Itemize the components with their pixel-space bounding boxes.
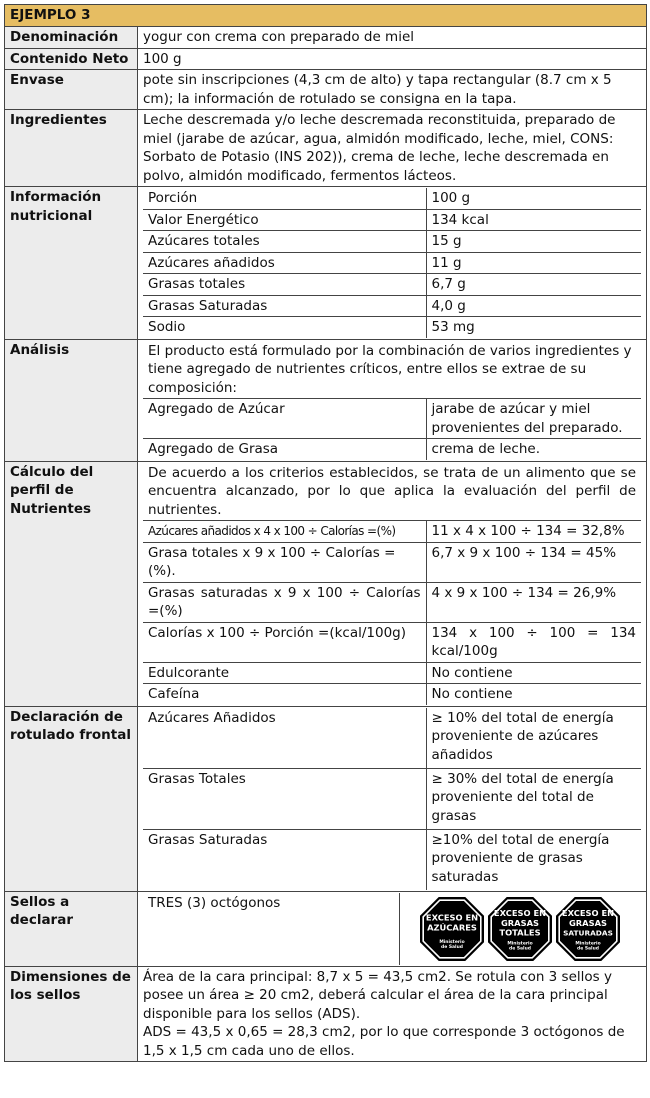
denominacion-value: yogur con crema con preparado de miel xyxy=(138,27,647,49)
dimensiones-p2: ADS = 43,5 x 0,65 = 28,3 cm2, por lo que corresponde 3 octógonos de 1,5 x 1,5 cm cada uno de ellos. xyxy=(143,1024,625,1059)
sello-line: SATURADAS xyxy=(563,927,614,937)
row-declaracion xyxy=(5,706,647,891)
sello-sub: Ministerio xyxy=(575,940,601,946)
envase-value: pote sin inscripciones (4,3 cm de alto) y tapa rectangular (8.7 cm x 5 cm); la información de rotulado se consigna en la tapa. xyxy=(138,70,647,110)
table-row xyxy=(143,188,641,209)
calculo-result: 6,7 x 9 x 100 ÷ 134 = 45% xyxy=(426,542,641,582)
calculo-result: 11 x 4 x 100 ÷ 134 = 32,8% xyxy=(426,521,641,543)
calculo-result: 134 x 100 ÷ 100 = 134 kcal/100g xyxy=(426,622,641,662)
analisis-intro: El producto está formulado por la combinación de varios ingredientes y tiene agregado de nutrientes críticos, entre ellos se extrae de su composición: xyxy=(143,341,641,399)
nutri-value: 134 kcal xyxy=(426,209,641,231)
declaracion-table xyxy=(143,708,641,890)
calculo-formula: Azúcares añadidos x 4 x 100 ÷ Calorías =(%) xyxy=(143,521,426,543)
table-row xyxy=(143,829,641,890)
row-envase xyxy=(5,70,647,110)
sello-line: EXCESO EN xyxy=(426,912,479,923)
nutri-key: Valor Energético xyxy=(143,209,426,231)
row-calculo xyxy=(5,461,647,706)
sello-sub: de Salud xyxy=(441,944,464,950)
sellos-value: TRES (3) octógonos xyxy=(143,893,399,965)
calculo-result: 4 x 9 x 100 ÷ 134 = 26,9% xyxy=(426,582,641,622)
table-row xyxy=(143,399,641,439)
sellos-group xyxy=(402,895,640,963)
declaracion-value: ≥ 30% del total de energía proveniente del total de grasas xyxy=(426,768,641,829)
calculo-table xyxy=(143,463,641,705)
declaracion-key: Azúcares Añadidos xyxy=(143,708,426,769)
calculo-formula: Grasas saturadas x 9 x 100 ÷ Calorías =(%) xyxy=(143,582,426,622)
calculo-formula: Grasa totales x 9 x 100 ÷ Calorías =(%). xyxy=(143,542,426,582)
table-row xyxy=(143,622,641,662)
table-row xyxy=(143,439,641,460)
row-analisis xyxy=(5,339,647,461)
contenido-value: 100 g xyxy=(138,48,647,70)
sello-exceso-grasas-totales-icon xyxy=(488,897,552,961)
sello-line: EXCESO EN xyxy=(562,907,615,918)
row-nutricional xyxy=(5,187,647,340)
nutri-key: Grasas Saturadas xyxy=(143,295,426,317)
table-row xyxy=(143,252,641,274)
envase-label: Envase xyxy=(5,70,138,110)
sello-sub: de Salud xyxy=(509,945,532,951)
table-row xyxy=(143,542,641,582)
contenido-label: Contenido Neto xyxy=(5,48,138,70)
row-contenido-neto xyxy=(5,48,647,70)
nutri-key: Azúcares añadidos xyxy=(143,252,426,274)
row-ingredientes xyxy=(5,110,647,187)
sello-line: AZÚCARES xyxy=(427,921,478,932)
sello-sub: Ministerio xyxy=(439,939,465,945)
nutri-value: 53 mg xyxy=(426,317,641,338)
declaracion-key: Grasas Totales xyxy=(143,768,426,829)
ingredientes-value: Leche descremada y/o leche descremada reconstituida, preparado de miel (jarabe de azúcar, agua, almidón modificado, leche, miel, CONS: Sorbato de Potasio (INS 202)), crema de leche, leche descremada en polvo, almidón modificado, fermentos lácteos. xyxy=(138,110,647,187)
declaracion-value: ≥10% del total de energía proveniente de grasas saturadas xyxy=(426,829,641,890)
declaracion-value: ≥ 10% del total de energía proveniente de azúcares añadidos xyxy=(426,708,641,769)
ingredientes-label: Ingredientes xyxy=(5,110,138,187)
row-denominacion xyxy=(5,27,647,49)
nutri-value: 11 g xyxy=(426,252,641,274)
denominacion-label: Denominación xyxy=(5,27,138,49)
table-row xyxy=(143,662,641,684)
calculo-intro: De acuerdo a los criterios establecidos, se trata de un alimento que se encuentra alcanzado, por lo que aplica la evaluación del perfil de nutrientes. xyxy=(143,463,641,521)
analisis-table xyxy=(143,341,641,460)
analisis-value: jarabe de azúcar y miel provenientes del preparado. xyxy=(426,399,641,439)
dimensiones-p1: Área de la cara principal: 8,7 x 5 = 43,5 cm2. Se rotula con 3 sellos y posee un área ≥ 20 cm2, deberá calcular el área de la cara principal disponible para los sellos (ADS). xyxy=(143,968,612,1022)
table-row xyxy=(143,317,641,338)
nutri-value: 100 g xyxy=(426,188,641,209)
calculo-formula: Calorías x 100 ÷ Porción =(kcal/100g) xyxy=(143,622,426,662)
table-row xyxy=(143,684,641,705)
nutri-key: Porción xyxy=(143,188,426,209)
nutri-value: 15 g xyxy=(426,231,641,253)
nutricional-table xyxy=(143,188,641,338)
table-row xyxy=(143,768,641,829)
sello-sub: Ministerio xyxy=(507,940,533,946)
declaracion-key: Grasas Saturadas xyxy=(143,829,426,890)
table-title: EJEMPLO 3 xyxy=(5,5,647,27)
table-row xyxy=(143,708,641,769)
table-row xyxy=(143,209,641,231)
calculo-label: Cálculo del perfil de Nutrientes xyxy=(5,461,138,706)
calculo-formula: Cafeína xyxy=(143,684,426,705)
nutri-key: Grasas totales xyxy=(143,274,426,296)
table-row xyxy=(143,582,641,622)
declaracion-label: Declaración de rotulado frontal xyxy=(5,706,138,891)
analisis-value: crema de leche. xyxy=(426,439,641,460)
sellos-label: Sellos a declarar xyxy=(5,891,138,966)
calculo-formula: Edulcorante xyxy=(143,662,426,684)
nutricional-label: Información nutricional xyxy=(5,187,138,340)
ejemplo-table xyxy=(4,4,647,1062)
sellos-table xyxy=(143,893,641,965)
nutri-key: Azúcares totales xyxy=(143,231,426,253)
sello-exceso-azucares-icon xyxy=(420,897,484,961)
nutri-key: Sodio xyxy=(143,317,426,338)
nutri-value: 4,0 g xyxy=(426,295,641,317)
sello-line: TOTALES xyxy=(499,926,541,937)
table-row xyxy=(143,274,641,296)
analisis-key: Agregado de Azúcar xyxy=(143,399,426,439)
calculo-result: No contiene xyxy=(426,662,641,684)
analisis-label: Análisis xyxy=(5,339,138,461)
row-dimensiones xyxy=(5,966,647,1062)
sello-exceso-grasas-saturadas-icon xyxy=(556,897,620,961)
sello-sub: de Salud xyxy=(577,945,600,951)
row-sellos xyxy=(5,891,647,966)
nutri-value: 6,7 g xyxy=(426,274,641,296)
sello-line: GRASAS xyxy=(501,917,540,928)
sello-line: EXCESO EN xyxy=(494,907,547,918)
table-row xyxy=(143,521,641,543)
dimensiones-label: Dimensiones de los sellos xyxy=(5,966,138,1062)
calculo-result: No contiene xyxy=(426,684,641,705)
table-row xyxy=(143,295,641,317)
analisis-key: Agregado de Grasa xyxy=(143,439,426,460)
table-row xyxy=(143,231,641,253)
sello-line: GRASAS xyxy=(569,917,608,928)
